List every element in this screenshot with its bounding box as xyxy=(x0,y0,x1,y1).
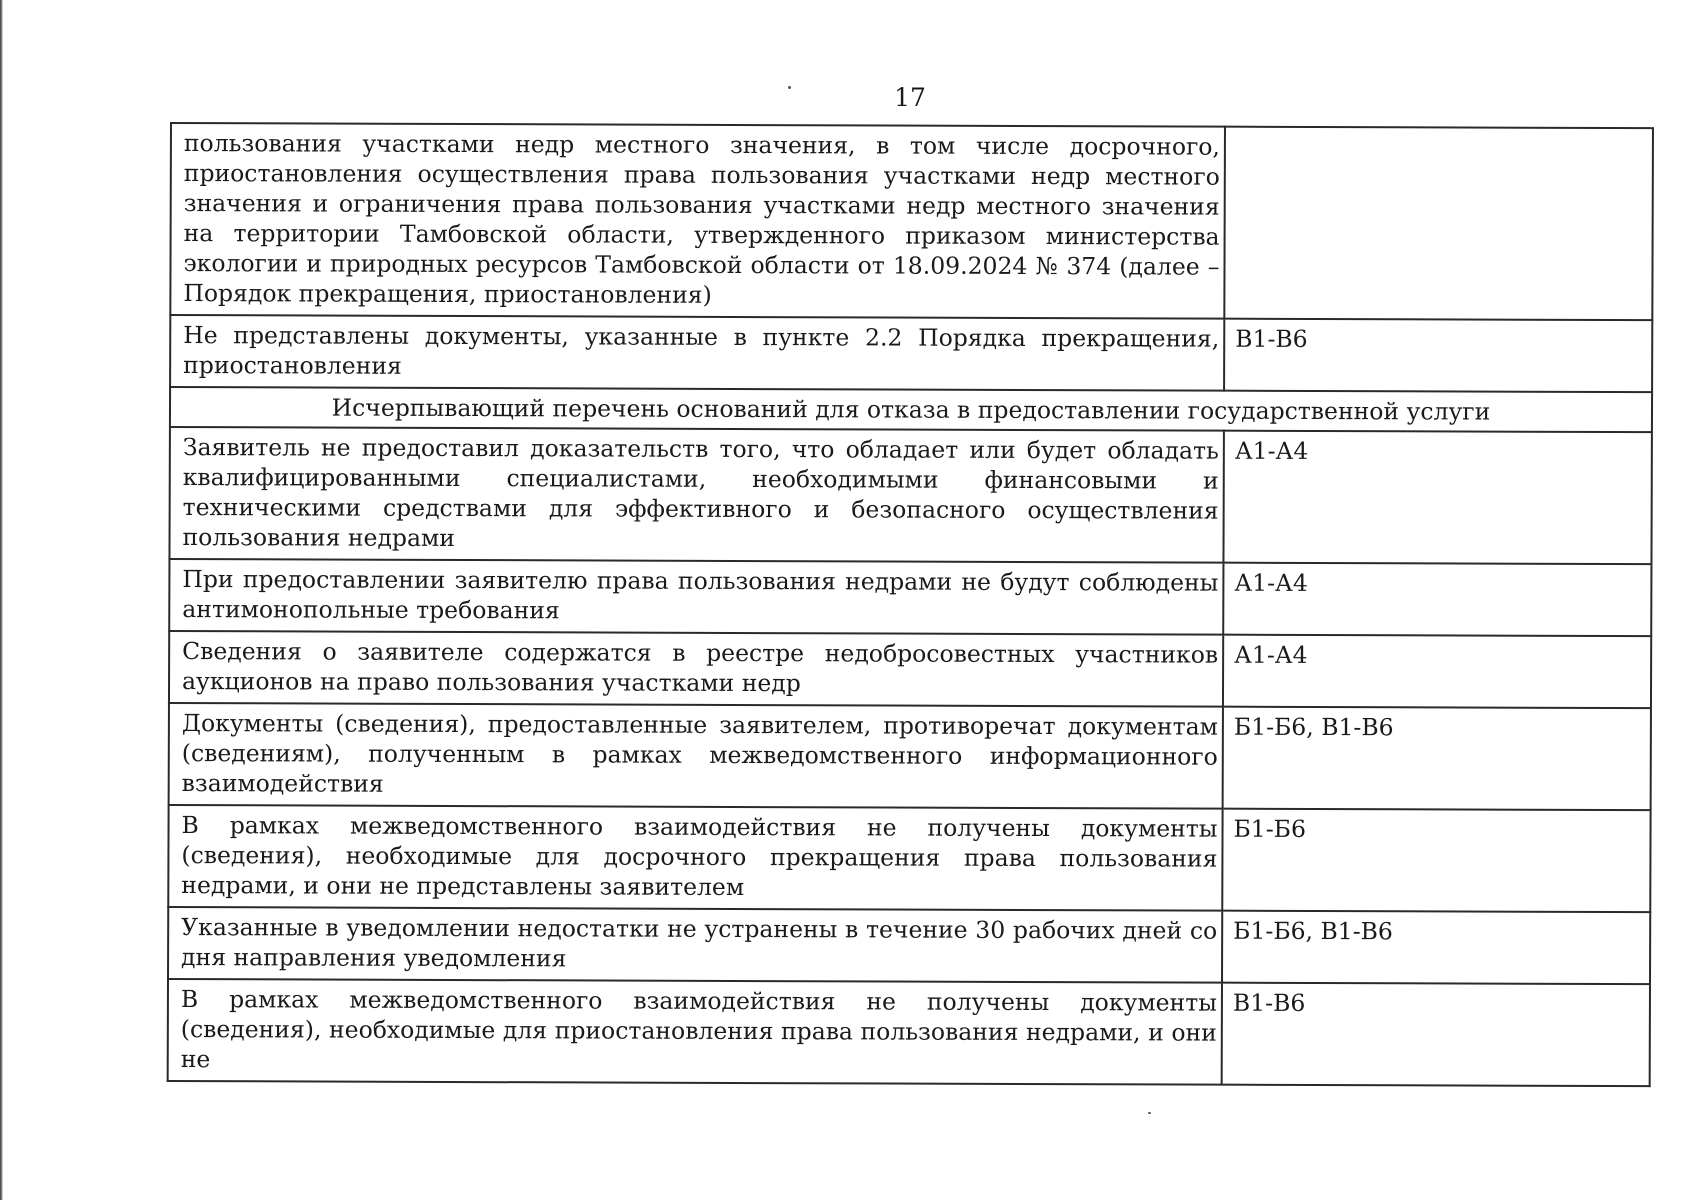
applicant-category-code: Б1-Б6 xyxy=(1222,809,1650,912)
ground-text-cut: В рамках межведомственного взаимодействия не получены документы (сведения), необходимые для приостановления права пользования недрами, и они не xyxy=(180,985,1217,1074)
applicant-category-code: В1-В6 xyxy=(1224,319,1652,392)
page-number: 17 xyxy=(894,83,926,112)
applicant-category-code: А1-А4 xyxy=(1223,635,1651,708)
applicant-category-code: Б1-Б6, В1-В6 xyxy=(1223,707,1651,810)
table-row xyxy=(169,631,1651,708)
table-row xyxy=(170,315,1652,392)
applicant-category-code: А1-А4 xyxy=(1223,431,1651,564)
table-row xyxy=(168,907,1650,984)
ground-text: В рамках межведомственного взаимодействия не получены документы (сведения), необходимые для досрочного прекращения права пользования недрами, и они не представлены заявителем xyxy=(168,805,1222,911)
applicant-category-code xyxy=(1224,127,1653,320)
ground-text: Сведения о заявителе содержатся в реестре недобросовестных участников аукционов на право пользования участками недр xyxy=(169,631,1223,707)
table-row xyxy=(170,123,1653,320)
scan-speck xyxy=(788,86,791,89)
ground-text: Указанные в уведомлении недостатки не устранены в течение 30 рабочих дней со дня направления уведомления xyxy=(168,907,1222,983)
grounds-table xyxy=(167,122,1654,1087)
section-heading: Исчерпывающий перечень оснований для отказа в предоставлении государственной услуги xyxy=(170,387,1652,432)
ground-text: Заявитель не предоставил доказательств того, что обладает или будет обладать квалифицированными специалистами, необходимыми финансовыми и техническими средствами для эффективного и безопасного осуществления пользования недрами xyxy=(169,427,1223,563)
ground-text: При предоставлении заявителю права пользования недрами не будут соблюдены антимонопольные требования xyxy=(169,559,1223,635)
scan-edge-shadow xyxy=(0,0,3,1200)
scan-speck xyxy=(1148,1112,1151,1114)
table-row xyxy=(169,559,1651,636)
ground-text: пользования участками недр местного значения, в том числе досрочного, приостановления осуществления права пользования участками недр местного значения и ограничения права пользования участками недр местного значения на территории Тамбовской области, утвержденного приказом министерства экологии и природных ресурсов Тамбовской области от 18.09.2024 № 374 (далее – Порядок прекращения, приостановления) xyxy=(170,123,1225,319)
applicant-category-code: В1-В6 xyxy=(1222,983,1650,1086)
table-row xyxy=(168,979,1650,1086)
table-row xyxy=(168,805,1650,912)
applicant-category-code: А1-А4 xyxy=(1223,563,1651,636)
table-row xyxy=(169,427,1651,564)
table-section-row xyxy=(170,387,1652,432)
applicant-category-code: Б1-Б6, В1-В6 xyxy=(1222,911,1650,984)
table-row xyxy=(169,703,1651,810)
ground-text xyxy=(168,979,1222,1085)
ground-text: Не представлены документы, указанные в пункте 2.2 Порядка прекращения, приостановления xyxy=(170,315,1224,391)
ground-text: Документы (сведения), предоставленные заявителем, противоречат документам (сведениям), полученным в рамках межведомственного информационного взаимодействия xyxy=(169,703,1223,809)
